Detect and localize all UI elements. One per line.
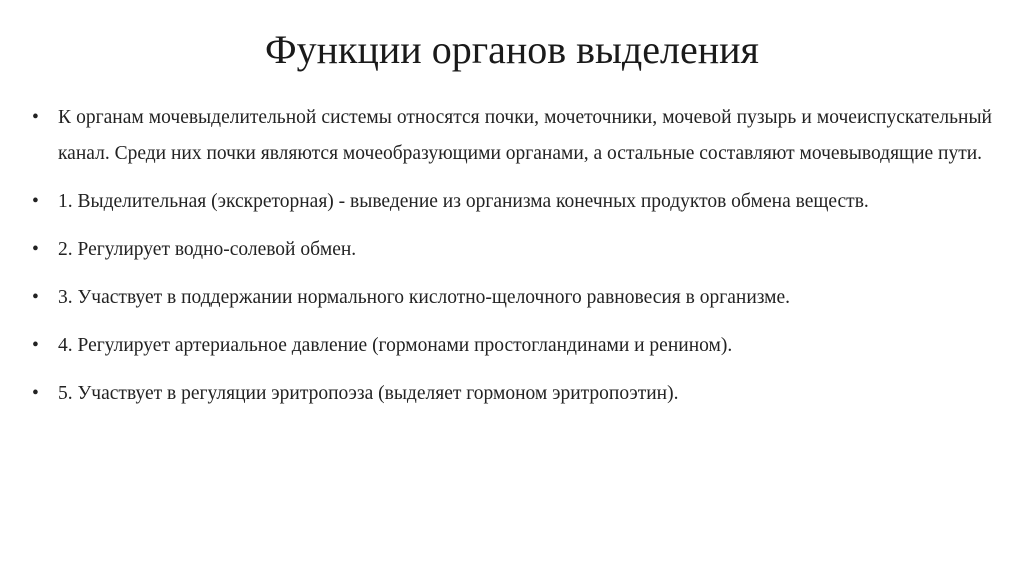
bullet-text: 1. Выделительная (экскреторная) - выведение из организма конечных продуктов обмена веществ. [58, 191, 869, 212]
bullet-text: 5. Участвует в регуляции эритропоэза (выделяет гормоном эритропоэтин). [58, 383, 679, 404]
slide-title: Функции органов выделения [265, 27, 759, 72]
bullet-icon: • [32, 287, 39, 308]
bullet-text: 2. Регулирует водно-солевой обмен. [58, 239, 357, 260]
bullet-icon: • [32, 191, 39, 212]
bullet-icon: • [32, 383, 39, 404]
bullet-list [32, 100, 992, 424]
list-item [32, 280, 992, 316]
list-item [32, 328, 992, 364]
bullet-icon: • [32, 335, 39, 356]
bullet-text: 3. Участвует в поддержании нормального кислотно-щелочного равновесия в организме. [58, 287, 791, 308]
bullet-icon: • [32, 239, 39, 260]
list-item [32, 100, 992, 172]
list-item [32, 376, 992, 412]
bullet-icon: • [32, 107, 39, 128]
list-item [32, 232, 992, 268]
bullet-text: К органам мочевыделительной системы относятся почки, мочеточники, мочевой пузырь и мочеиспускательный канал. Среди них почки являются мочеобразующими органами, а остальные составляют мочевыводящие пути. [58, 107, 992, 164]
list-item [32, 184, 992, 220]
bullet-text: 4. Регулирует артериальное давление (гормонами простогландинами и ренином). [58, 335, 733, 356]
